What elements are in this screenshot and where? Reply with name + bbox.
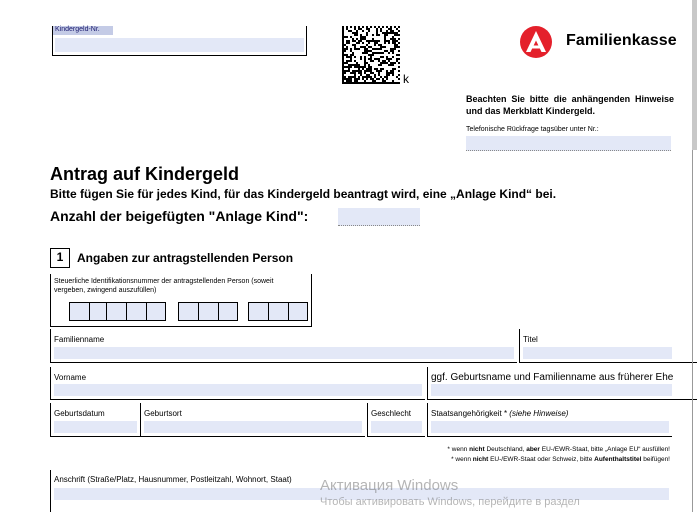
geburtsort-field[interactable] <box>140 403 365 437</box>
scrollbar-thumb[interactable] <box>692 0 697 150</box>
phone-label: Telefonische Rückfrage tagsüber unter Nr.: <box>466 126 599 133</box>
vorname-field[interactable] <box>50 367 425 400</box>
kindergeld-nr-field[interactable] <box>52 26 307 56</box>
familienname-label: Familienname <box>54 335 105 344</box>
footnote-eu: * wenn nicht Deutschland, aber EU-/EWR-Staat, bitte „Anlage EU“ ausfüllen! <box>447 446 670 453</box>
watermark-subtitle: Чтобы активировать Windows, перейдите в раздел <box>320 496 580 508</box>
notice-text: Beachten Sie bitte die anhängenden Hinweise und das Merkblatt Kindergeld. <box>466 94 674 116</box>
logo-text: Familienkasse <box>566 32 677 49</box>
staatsangehoerigkeit-label: Staatsangehörigkeit * (siehe Hinweise) <box>431 409 569 418</box>
anlage-count-label: Anzahl der beigefügten "Anlage Kind": <box>50 208 309 224</box>
titel-field[interactable] <box>519 329 697 363</box>
tax-id-digits-2[interactable] <box>106 302 166 321</box>
familienkasse-logo <box>520 25 677 59</box>
kindergeld-nr-input[interactable] <box>55 38 304 52</box>
phone-input[interactable] <box>466 136 671 151</box>
tax-id-digits-4[interactable] <box>248 302 308 321</box>
vorname-label: Vorname <box>54 373 87 382</box>
tax-id-field[interactable] <box>50 274 312 327</box>
geburtsdatum-label: Geburtsdatum <box>54 409 105 418</box>
form-subtitle: Bitte fügen Sie für jedes Kind, für das Kindergeld beantragt wird, eine „Anlage Kind“ bei. <box>50 187 557 201</box>
staatsangehoerigkeit-field[interactable] <box>427 403 672 437</box>
logo-icon <box>520 26 552 58</box>
kindergeld-nr-label: Kindergeld-Nr. <box>55 26 100 33</box>
tax-id-digits-3[interactable] <box>178 302 238 321</box>
familienname-field[interactable] <box>50 329 517 363</box>
footnote-aufenthaltstitel: * wenn nicht EU-/EWR-Staat oder Schweiz, bitte Aufenthaltstitel beifügen! <box>451 456 670 463</box>
tax-id-label: Steuerliche Identifikationsnummer der antragstellenden Person (soweit vergeben, zwingend auszufüllen) <box>54 278 274 294</box>
titel-label: Titel <box>523 335 538 344</box>
geburtsdatum-field[interactable] <box>50 403 140 437</box>
watermark-title: Активация Windows <box>320 477 459 494</box>
section-title: Angaben zur antragstellenden Person <box>77 251 294 265</box>
barcode-image <box>342 26 400 84</box>
geburtsort-label: Geburtsort <box>144 409 182 418</box>
siehe-hinweise-text: (siehe Hinweise) <box>509 409 569 418</box>
geburtsname-field[interactable] <box>427 367 697 400</box>
anschrift-label: Anschrift (Straße/Platz, Hausnummer, Postleitzahl, Wohnort, Staat) <box>54 475 292 484</box>
windows-activation-watermark <box>320 477 580 508</box>
form-title: Antrag auf Kindergeld <box>50 164 240 184</box>
barcode-suffix: k <box>403 72 409 86</box>
geschlecht-label: Geschlecht <box>371 409 412 418</box>
geschlecht-field[interactable] <box>367 403 425 437</box>
tax-id-digits-1[interactable] <box>69 302 109 321</box>
geburtsname-label: ggf. Geburtsname und Familienname aus früherer Ehe <box>431 372 674 383</box>
section-number: 1 <box>50 248 70 268</box>
anlage-count-input[interactable] <box>338 208 420 226</box>
